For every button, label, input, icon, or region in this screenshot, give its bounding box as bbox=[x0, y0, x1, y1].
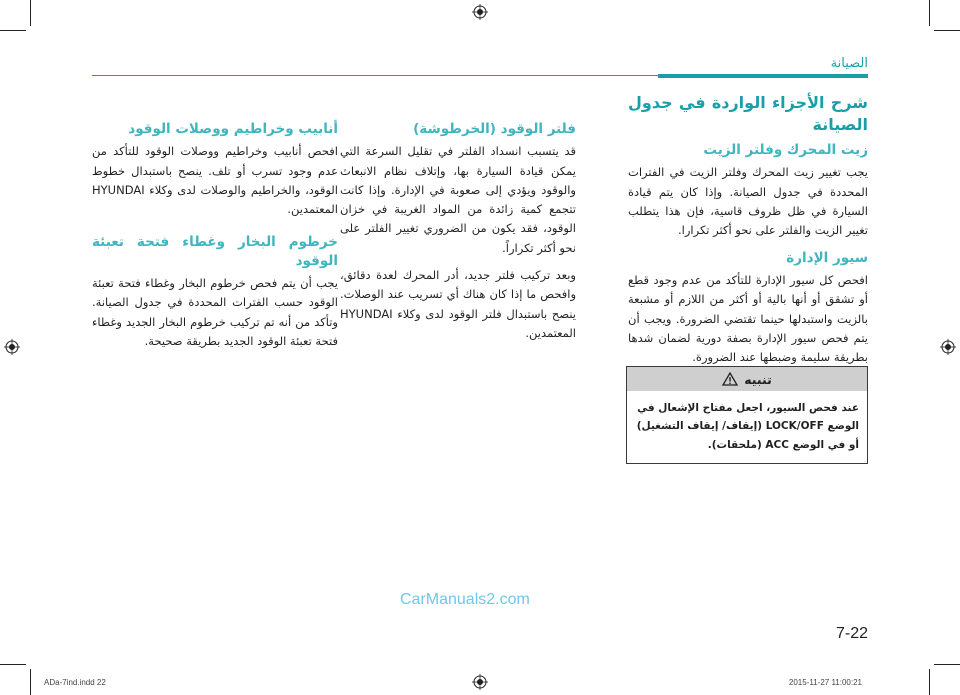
footer-timestamp: 2015-11-27 11:00:21 bbox=[788, 678, 862, 687]
registration-mark-icon bbox=[4, 339, 20, 355]
section-heading: سيور الإدارة bbox=[786, 249, 868, 266]
left-column bbox=[92, 120, 338, 359]
section-text: وبعد تركيب فلتر جديد، أدر المحرك لعدة دقائق، وافحص ما إذا كان هناك أي تسريب عند الوصلات. ينصح باستبدال فلتر الوقود لدى وكلاء HYUNDAI المعتمدين. bbox=[340, 268, 576, 341]
crop-mark bbox=[934, 30, 960, 31]
notice-text: عند فحص السيور، اجعل مفتاح الإشعال في الوضع LOCK/OFF (إيقاف/ إيقاف التشغيل) أو في الوضع ACC (ملحقات). bbox=[636, 402, 859, 451]
section-text: يجب تغيير زيت المحرك وفلتر الزيت في الفترات المحددة في جدول الصيانة. وإذا كان يتم قيادة السيارة في ظل ظروف قاسية، فإن هذا يتطلب تغيير الزيت والفلتر على نحو أكثر تكرارا. bbox=[628, 165, 868, 238]
crop-mark bbox=[0, 30, 26, 31]
notice-title: تنبيه bbox=[744, 371, 772, 387]
section-text: افحص أنابيب وخراطيم ووصلات الوقود للتأكد من عدم وجود تسرب أو تلف. ينصح باستبدال خطوط الوقود، والخراطيم والوصلات لدى وكلاء HYUNDAI المعتمدين. bbox=[92, 144, 338, 217]
crop-mark bbox=[0, 664, 26, 665]
crop-mark bbox=[30, 0, 31, 26]
crop-mark bbox=[934, 664, 960, 665]
notice-header bbox=[627, 367, 867, 391]
section-text: افحص كل سيور الإدارة للتأكد من عدم وجود قطع أو تشقق أو أنها بالية أو أكثر من اللازم أو مشبعة بالزيت واستبدلها حينما تقتضي الضرورة. ويجب أن يتم فحص سيور الإدارة بصفة دورية لضمان شدها بطريقة سليمة وضبطها عند الضرورة. bbox=[628, 272, 868, 365]
section-text: يجب أن يتم فحص خرطوم البخار وغطاء فتحة تعبئة الوقود حسب الفترات المحددة في جدول الصيانة. وتأكد من أنه تم تركيب خرطوم البخار الجديد وغطاء فتحة تعبئة الوقود الجديد بطريقة صحيحة. bbox=[92, 275, 338, 348]
section-heading: خرطوم البخار وغطاء فتحة تعبئة الوقود bbox=[92, 234, 338, 269]
right-column bbox=[628, 92, 868, 375]
crop-mark bbox=[30, 669, 31, 695]
section-text: قد يتسبب انسداد الفلتر في تقليل السرعة التي يمكن قيادة السيارة بها، وإتلاف نظام الانبعاث والوقود ويؤدي إلى صعوبة في الإدارة. وإذا كانت تتجمع كمية زائدة من المواد الغريبة في خزان الوقود، فقد يكون من الضروري تغيير الفلتر على نحو أكثر تكراراً. bbox=[340, 144, 576, 255]
header-accent-bar bbox=[658, 74, 868, 78]
watermark-link[interactable]: CarManuals2.com bbox=[400, 591, 530, 608]
registration-mark-icon bbox=[472, 674, 488, 690]
notice-box bbox=[626, 366, 868, 464]
crop-mark bbox=[929, 0, 930, 26]
registration-mark-icon bbox=[472, 4, 488, 20]
section-title: الصيانة bbox=[830, 56, 868, 71]
section-heading: زيت المحرك وفلتر الزيت bbox=[703, 142, 868, 159]
section-heading: أنابيب وخراطيم ووصلات الوقود bbox=[128, 121, 338, 137]
middle-column bbox=[340, 120, 576, 351]
section-heading: فلتر الوقود (الخرطوشة) bbox=[413, 121, 576, 137]
crop-mark bbox=[929, 669, 930, 695]
page-number: 7-22 bbox=[835, 625, 868, 642]
page-heading: شرح الأجزاء الواردة في جدول الصيانة bbox=[628, 93, 868, 134]
footer-file-name: ADa-7ind.indd 22 bbox=[44, 678, 106, 687]
warning-triangle-icon bbox=[722, 372, 738, 386]
registration-mark-icon bbox=[940, 339, 956, 355]
